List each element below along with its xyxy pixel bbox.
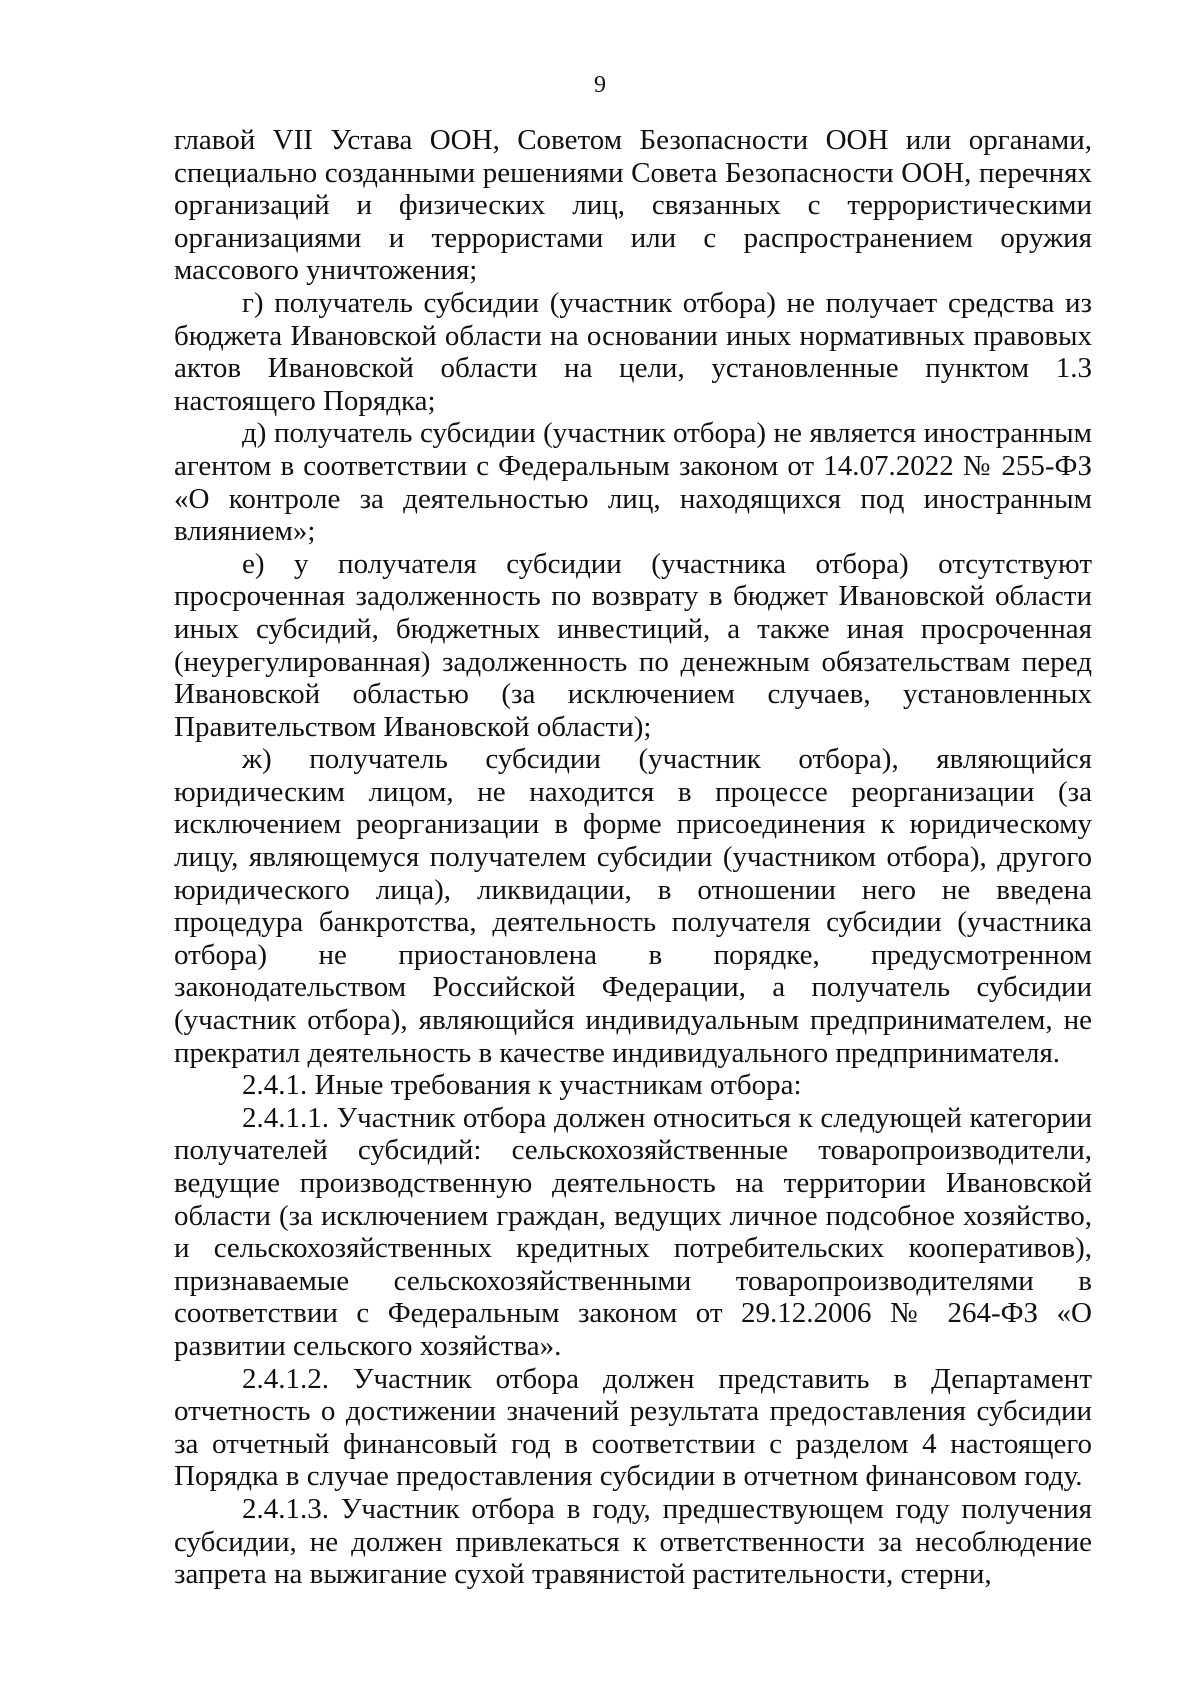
paragraph-2-4-1-1: 2.4.1.1. Участник отбора должен относиться к следующей категории получателей субсидий: сельскохозяйственные товаропроизводители, ведущие производственную деятельность на территории Ивановской области (за исключением граждан, ведущих личное подсобное хозяйство, и сельскохозяйственных кредитных потребительских кооперативов), признаваемые сельскохозяйственными товаропроизводителями в соответствии с Федеральным законом от 29.12.2006 № 264-ФЗ «О развитии сельского хозяйства». (174, 1101, 1092, 1362)
page-number: 9 (594, 72, 606, 98)
paragraph-item-g: г) получатель субсидии (участник отбора) не получает средства из бюджета Ивановской области на основании иных нормативных правовых актов Ивановской области на цели, установленные пунктом 1.3 настоящего Порядка; (174, 286, 1092, 417)
document-body (174, 124, 1092, 1591)
paragraph-2-4-1-3: 2.4.1.3. Участник отбора в году, предшествующем году получения субсидии, не должен привлекаться к ответственности за несоблюдение запрета на выжигание сухой травянистой растительности, стерни, (174, 1492, 1092, 1591)
paragraph-item-d: д) получатель субсидии (участник отбора) не является иностранным агентом в соответствии с Федеральным законом от 14.07.2022 № 255-ФЗ «О контроле за деятельностью лиц, находящихся под иностранным влиянием»; (174, 417, 1092, 548)
paragraph-2-4-1: 2.4.1. Иные требования к участникам отбора: (242, 1069, 802, 1102)
paragraph-item-e: е) у получателя субсидии (участника отбора) отсутствуют просроченная задолженность по возврату в бюджет Ивановской области иных субсидий, бюджетных инвестиций, а также иная просроченная (неурегулированная) задолженность по денежным обязательствам перед Ивановской областью (за исключением случаев, установленных Правительством Ивановской области); (174, 547, 1092, 743)
paragraph-continuation: главой VII Устава ООН, Советом Безопасности ООН или органами, специально созданными решениями Совета Безопасности ООН, перечнях организаций и физических лиц, связанных с террористическими организациями и террористами или с распространением оружия массового уничтожения; (174, 124, 1092, 287)
paragraph-2-4-1-2: 2.4.1.2. Участник отбора должен представить в Департамент отчетность о достижении значений результата предоставления субсидии за отчетный финансовый год в соответствии с разделом 4 настоящего Порядка в случае предоставления субсидии в отчетном финансовом году. (174, 1362, 1092, 1493)
paragraph-item-zh: ж) получатель субсидии (участник отбора), являющийся юридическим лицом, не находится в процессе реорганизации (за исключением реорганизации в форме присоединения к юридическому лицу, являющемуся получателем субсидии (участником отбора), другого юридического лица), ликвидации, в отношении него не введена процедура банкротства, деятельность получателя субсидии (участника отбора) не приостановлена в порядке, предусмотренном законодательством Российской Федерации, а получатель субсидии (участник отбора), являющийся индивидуальным предпринимателем, не прекратил деятельность в качестве индивидуального предпринимателя. (174, 743, 1092, 1069)
